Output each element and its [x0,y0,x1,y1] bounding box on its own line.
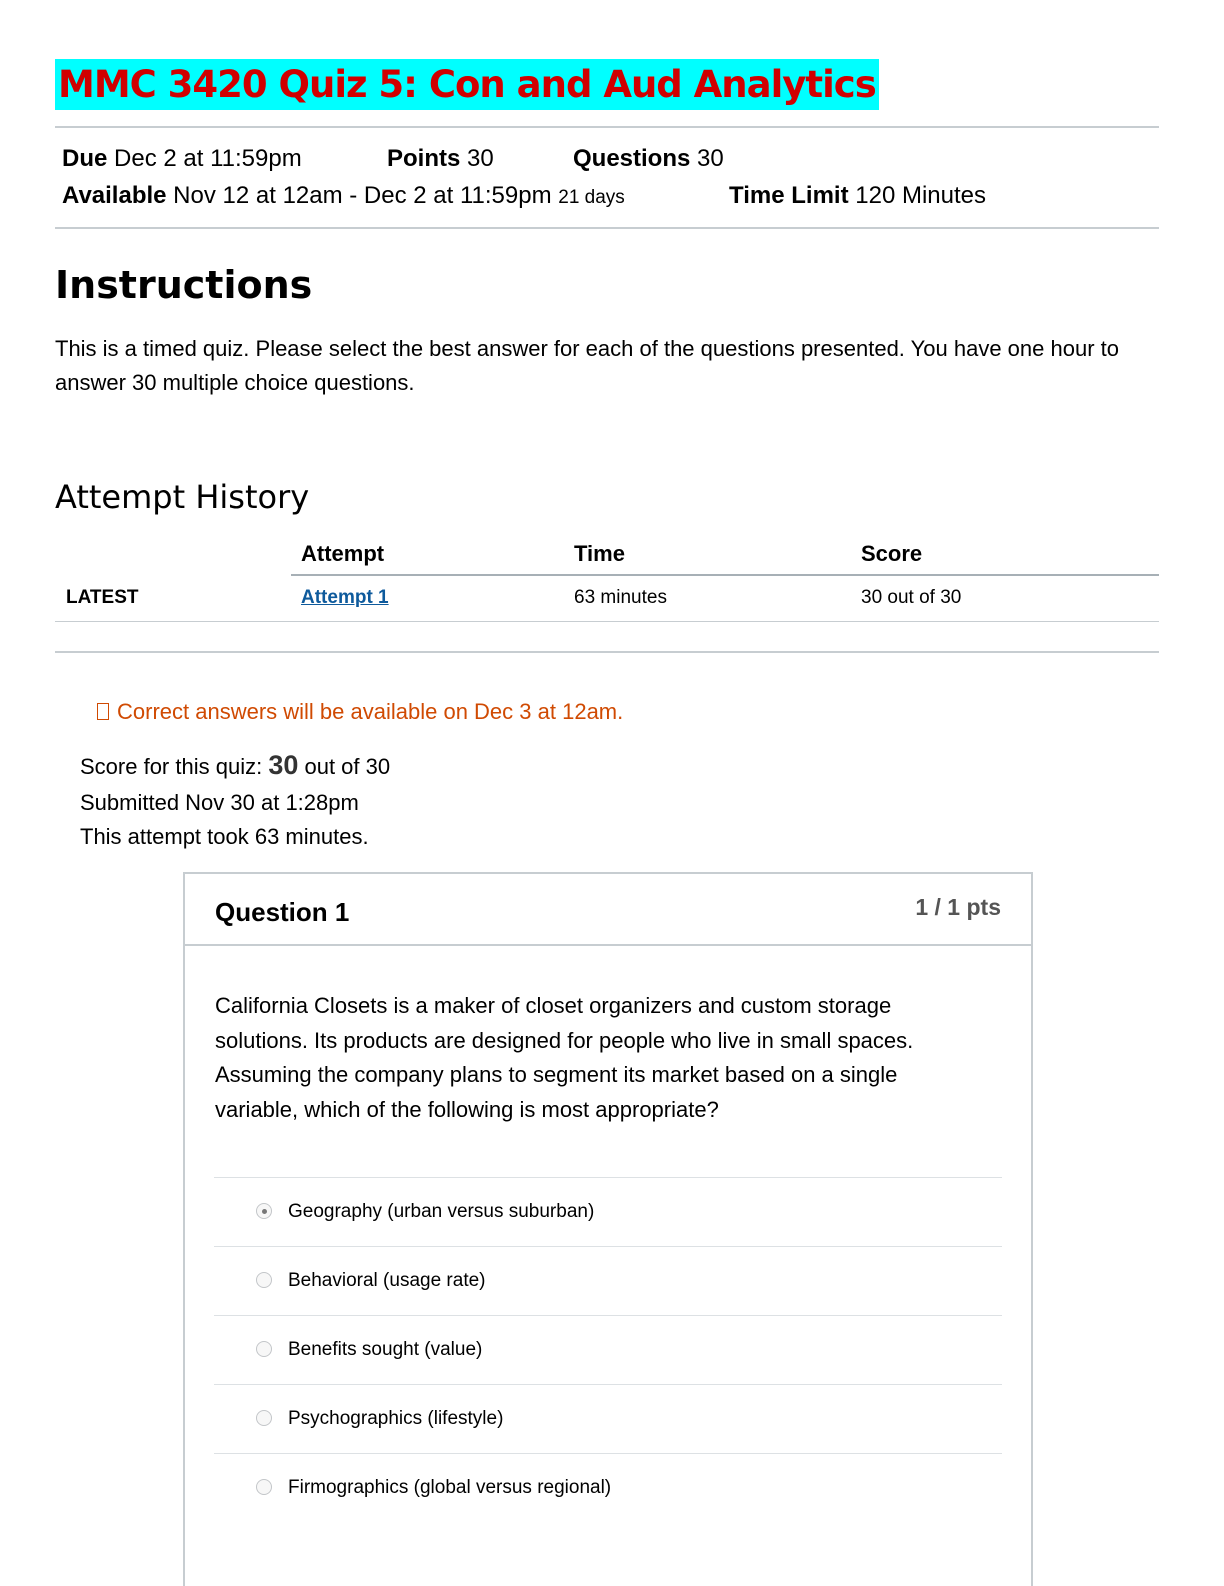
points-label: Points [387,145,461,172]
answer-label: Firmographics (global versus regional) [288,1477,612,1498]
score-prefix: Score for this quiz: [80,754,263,779]
due-info [62,145,302,173]
available-value: Nov 12 at 12am - Dec 2 at 11:59pm [173,182,552,209]
attempt-1-link[interactable]: Attempt 1 [301,587,389,608]
submitted-time: Submitted Nov 30 at 1:28pm [80,790,359,815]
correct-answers-notice [97,698,623,726]
points-value: 30 [467,145,494,172]
radio-icon[interactable] [256,1272,272,1288]
answer-label: Behavioral (usage rate) [288,1270,486,1291]
points-info [387,145,494,173]
question-card [183,872,1033,1586]
score-suffix: out of 30 [304,754,391,779]
attempt-duration: This attempt took 63 minutes. [80,824,369,849]
question-title: Question 1 [215,897,350,927]
table-header-divider [291,574,1159,576]
notice-text: Correct answers will be available on Dec 3 at 12am. [117,699,624,724]
available-label: Available [62,182,167,209]
answer-option[interactable] [214,1177,1002,1246]
questions-label: Questions [573,145,691,172]
question-points: 1 / 1 pts [915,894,1001,920]
answer-label: Benefits sought (value) [288,1339,483,1360]
radio-selected-icon[interactable] [256,1203,272,1219]
radio-icon[interactable] [256,1410,272,1426]
radio-icon[interactable] [256,1479,272,1495]
answer-option[interactable] [214,1246,1002,1315]
answer-label: Psychographics (lifestyle) [288,1408,504,1429]
answer-option[interactable] [214,1315,1002,1384]
available-days: 21 days [558,187,625,208]
instructions-text: This is a timed quiz. Please select the best answer for each of the questions presented. You have one hour to answer 30 multiple choice questions. [55,336,1119,395]
time-limit-info [729,182,986,210]
quiz-title: MMC 3420 Quiz 5: Con and Aud Analytics [55,59,879,110]
question-text: California Closets is a maker of closet organizers and custom storage solutions. Its products are designed for people who live in small spaces. Assuming the company plans to segment its market based on a single variable, which of the following is most appropriate? [215,993,914,1122]
radio-icon[interactable] [256,1341,272,1357]
time-limit-label: Time Limit [729,182,849,209]
attempt-history-heading: Attempt History [55,478,310,516]
column-header-attempt: Attempt [301,541,385,566]
latest-label: LATEST [66,587,139,608]
time-limit-value: 120 Minutes [855,182,986,209]
available-info [62,182,625,212]
divider [55,651,1159,653]
answer-list [214,1177,1002,1522]
answer-option[interactable] [214,1384,1002,1453]
quiz-score [80,751,390,781]
question-header [185,874,1031,946]
questions-value: 30 [697,145,724,172]
attempt-score: 30 out of 30 [861,587,962,608]
due-label: Due [62,145,108,172]
table-bottom-divider [55,621,1159,622]
due-value: Dec 2 at 11:59pm [114,145,302,172]
info-icon [97,703,109,720]
column-header-time: Time [574,541,625,566]
questions-info [573,145,724,173]
instructions-heading: Instructions [55,263,313,307]
divider [55,227,1159,229]
score-value: 30 [268,750,299,780]
column-header-score: Score [861,541,923,566]
answer-label: Geography (urban versus suburban) [288,1201,595,1222]
divider [55,126,1159,128]
answer-option[interactable] [214,1453,1002,1522]
attempt-time: 63 minutes [574,587,667,608]
